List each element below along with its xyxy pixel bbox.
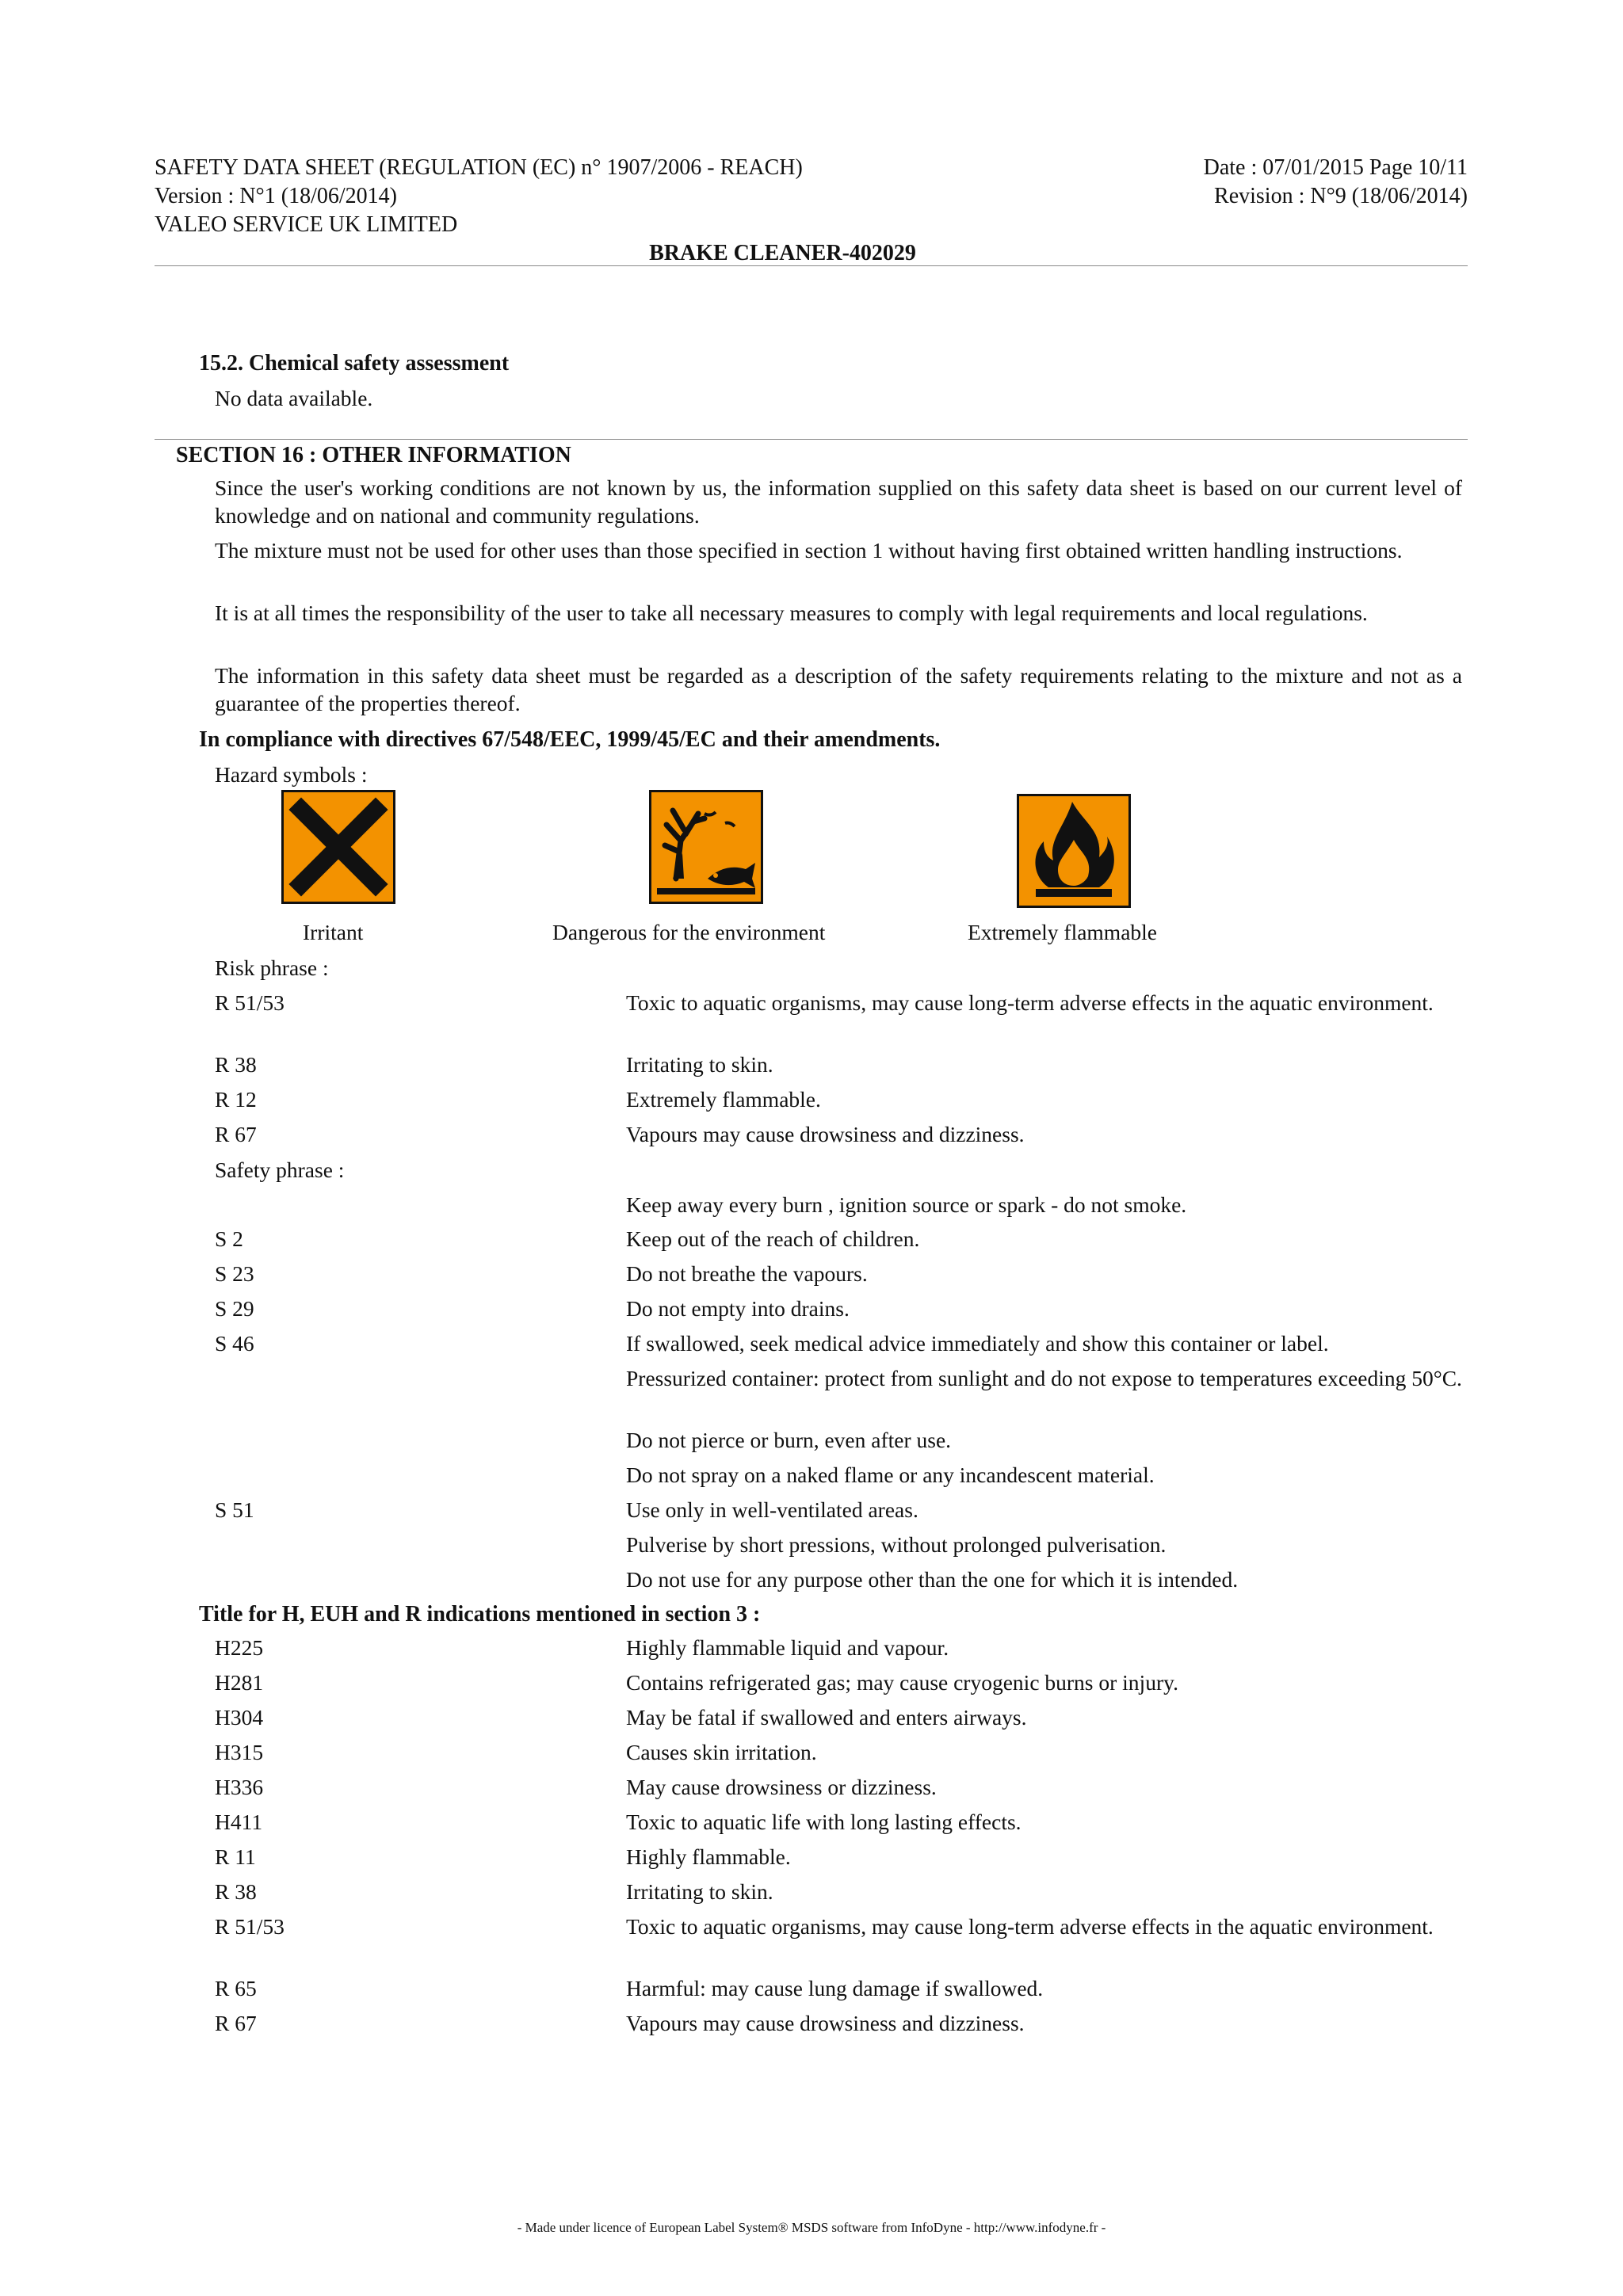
section-16-divider	[155, 439, 1468, 440]
indication-text: Causes skin irritation.	[626, 1740, 817, 1764]
section-15-2-heading: 15.2. Chemical safety assessment	[199, 351, 510, 376]
indication-code: R 38	[215, 1879, 257, 1904]
compliance-heading: In compliance with directives 67/548/EEC, 1999/45/EC and their amendments.	[199, 727, 941, 752]
safety-phrase-text: Pulverise by short pressions, without prolonged pulverisation.	[626, 1532, 1167, 1557]
safety-phrase-text: Do not use for any purpose other than the one for which it is intended.	[626, 1567, 1239, 1592]
indication-code: H225	[215, 1635, 264, 1660]
safety-phrase-text: Do not empty into drains.	[626, 1296, 850, 1321]
safety-phrase-code: S 29	[215, 1296, 254, 1321]
indication-code: R 51/53	[215, 1914, 285, 1939]
footer-licence-text: - Made under licence of European Label System® MSDS software from InfoDyne - http://www.infodyne.fr -	[517, 2220, 1106, 2235]
safety-phrase-text: Keep away every burn , ignition source or spark - do not smoke.	[626, 1192, 1187, 1217]
indication-text: Vapours may cause drowsiness and dizziness.	[626, 2011, 1025, 2035]
product-name: BRAKE CLEANER-402029	[649, 241, 916, 265]
section-16-paragraph: Since the user's working conditions are not known by us, the information supplied on this safety data sheet is based on our current level of knowledge and on national and community regulations.	[215, 475, 1462, 528]
company-name: VALEO SERVICE UK LIMITED	[155, 212, 458, 237]
indication-code: R 11	[215, 1844, 256, 1869]
indication-code: R 67	[215, 2011, 257, 2035]
hazard-label-irritant: Irritant	[303, 920, 364, 944]
date-page-text: Date : 07/01/2015 Page 10/11	[1203, 155, 1468, 180]
safety-phrase-code: S 2	[215, 1226, 243, 1251]
irritant-x-icon	[281, 790, 395, 904]
indication-code: R 65	[215, 1976, 257, 2000]
safety-phrase-text: Do not pierce or burn, even after use.	[626, 1428, 952, 1452]
section-16-paragraph: The information in this safety data sheet must be regarded as a description of the safety requirements relating to the mixture and not as a guarantee of the properties thereof.	[215, 663, 1462, 715]
risk-phrase-code: R 67	[215, 1122, 257, 1146]
indication-code: H411	[215, 1810, 263, 1834]
safety-phrase-label: Safety phrase :	[215, 1158, 345, 1182]
risk-phrase-label: Risk phrase :	[215, 955, 329, 980]
safety-phrase-text: Do not spray on a naked flame or any incandescent material.	[626, 1463, 1155, 1487]
indication-text: Irritating to skin.	[626, 1879, 773, 1904]
revision-text: Revision : N°9 (18/06/2014)	[1214, 184, 1468, 208]
header-divider	[155, 265, 1468, 266]
indication-text: May cause drowsiness or dizziness.	[626, 1775, 937, 1799]
version-text: Version : N°1 (18/06/2014)	[155, 184, 397, 208]
safety-phrase-code: S 51	[215, 1497, 254, 1522]
indication-code: H304	[215, 1705, 264, 1730]
indication-text: Harmful: may cause lung damage if swallowed.	[626, 1976, 1044, 2000]
indication-code: H281	[215, 1670, 264, 1695]
safety-phrase-text: Use only in well-ventilated areas.	[626, 1497, 918, 1522]
indication-text: Contains refrigerated gas; may cause cryogenic burns or injury.	[626, 1670, 1178, 1695]
environment-dead-tree-fish-icon	[649, 790, 763, 904]
indications-heading: Title for H, EUH and R indications mentioned in section 3 :	[199, 1602, 761, 1627]
indication-text: Toxic to aquatic life with long lasting effects.	[626, 1810, 1022, 1834]
section-15-2-text: No data available.	[215, 386, 373, 410]
hazard-label-environment: Dangerous for the environment	[552, 920, 826, 944]
safety-phrase-code: S 46	[215, 1331, 254, 1356]
indication-text: May be fatal if swallowed and enters airways.	[626, 1705, 1027, 1730]
indication-code: H336	[215, 1775, 264, 1799]
flame-icon	[1017, 794, 1131, 908]
risk-phrase-code: R 51/53	[215, 990, 285, 1015]
hazard-label-flammable: Extremely flammable	[968, 920, 1158, 944]
safety-phrase-text: Do not breathe the vapours.	[626, 1261, 868, 1286]
indication-code: H315	[215, 1740, 264, 1764]
risk-phrase-text: Vapours may cause drowsiness and dizziness.	[626, 1122, 1025, 1146]
indication-text: Highly flammable liquid and vapour.	[626, 1635, 949, 1660]
safety-phrase-code: S 23	[215, 1261, 254, 1286]
indication-text: Highly flammable.	[626, 1844, 791, 1869]
risk-phrase-text: Extremely flammable.	[626, 1087, 821, 1112]
risk-phrase-code: R 38	[215, 1052, 257, 1077]
section-16-paragraph: The mixture must not be used for other uses than those specified in section 1 without having first obtained written handling instructions.	[215, 538, 1403, 563]
risk-phrase-text: Irritating to skin.	[626, 1052, 773, 1077]
safety-phrase-text: Keep out of the reach of children.	[626, 1226, 920, 1251]
safety-phrase-text: If swallowed, seek medical advice immediately and show this container or label.	[626, 1331, 1329, 1356]
section-16-paragraph: It is at all times the responsibility of the user to take all necessary measures to comply with legal requirements and local regulations.	[215, 601, 1368, 625]
hazard-symbols-label: Hazard symbols :	[215, 762, 368, 787]
risk-phrase-text: Toxic to aquatic organisms, may cause long-term adverse effects in the aquatic environment.	[626, 990, 1434, 1015]
risk-phrase-code: R 12	[215, 1087, 257, 1112]
safety-phrase-text: Pressurized container: protect from sunlight and do not expose to temperatures exceeding 50°C.	[626, 1366, 1462, 1390]
indication-text: Toxic to aquatic organisms, may cause long-term adverse effects in the aquatic environment.	[626, 1914, 1434, 1939]
document-title: SAFETY DATA SHEET (REGULATION (EC) n° 1907/2006 - REACH)	[155, 155, 803, 180]
section-16-heading: SECTION 16 : OTHER INFORMATION	[176, 443, 571, 467]
